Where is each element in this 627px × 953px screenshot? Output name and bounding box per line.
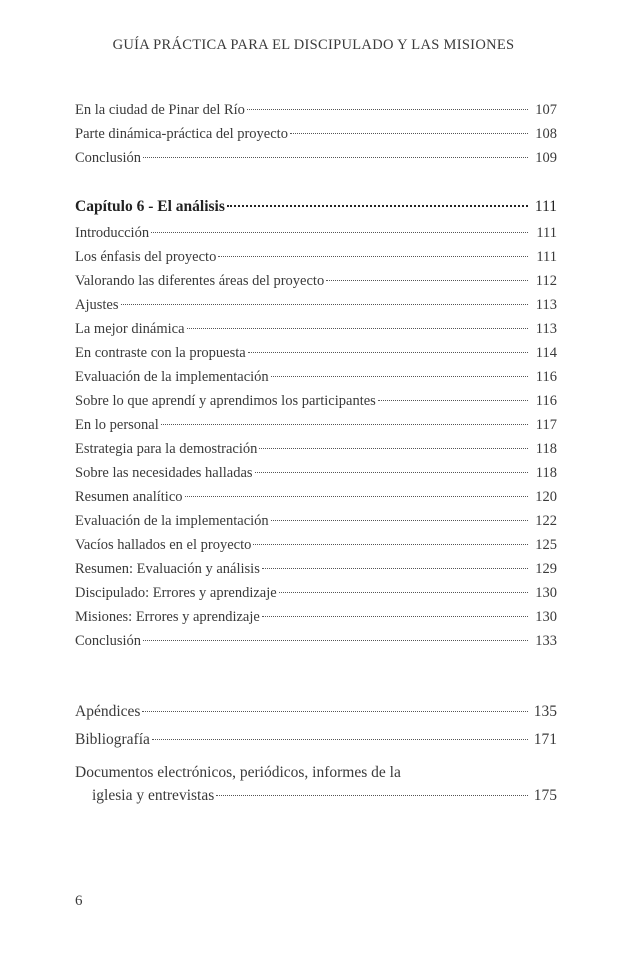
toc-entry-page: 125: [535, 537, 557, 553]
toc-entry-page: 113: [535, 297, 557, 313]
toc-entry-page: 118: [535, 465, 557, 481]
dot-leader: [290, 133, 528, 134]
toc-entry-title: Resumen: Evaluación y análisis: [75, 561, 260, 577]
toc-entry-title: Resumen analítico: [75, 489, 183, 505]
running-header: GUÍA PRÁCTICA PARA EL DISCIPULADO Y LAS MISIONES: [112, 37, 515, 53]
toc-entry-page: 171: [533, 731, 557, 748]
toc-entry-title: Conclusión: [75, 633, 142, 649]
dot-leader: [247, 109, 528, 110]
toc-entry: [75, 581, 557, 605]
toc-entry-title: Evaluación de la implementación: [75, 369, 269, 385]
toc-entry-title: Conclusión: [75, 150, 142, 166]
chapter-page: 111: [534, 198, 557, 215]
dot-leader: [253, 544, 528, 545]
toc-entry: [75, 341, 557, 365]
toc-entry-page: 111: [536, 249, 557, 265]
toc-entry-page: 129: [535, 561, 557, 577]
toc-entry: [75, 413, 557, 437]
toc-entry-title: En contraste con la propuesta: [75, 345, 246, 361]
page-number: 6: [75, 893, 83, 909]
toc-entry-page: 118: [535, 441, 557, 457]
toc-entry-page: 122: [535, 513, 557, 529]
dot-leader: [271, 520, 528, 521]
toc-entry: [75, 269, 557, 293]
dot-leader: [259, 448, 528, 449]
toc-entry-title: Sobre lo que aprendí y aprendimos los participantes: [75, 393, 376, 409]
toc-section-2: [75, 221, 557, 653]
toc-entry-page: 107: [535, 102, 557, 118]
chapter-title: Capítulo 6 - El análisis: [75, 198, 225, 215]
toc-entry-title: Sobre las necesidades halladas: [75, 465, 253, 481]
dot-leader: [187, 328, 528, 329]
toc-entry: [75, 122, 557, 146]
toc-entry: [75, 485, 557, 509]
toc-entry: [75, 726, 557, 754]
toc-entry-title: Valorando las diferentes áreas del proyecto: [75, 273, 325, 289]
toc-entry-page: 116: [535, 369, 557, 385]
toc-entry: [75, 389, 557, 413]
toc-entry: [75, 98, 557, 122]
toc-entry-title: Misiones: Errores y aprendizaje: [75, 609, 260, 625]
toc-multiline-entry: [75, 762, 557, 808]
toc-entry: [75, 461, 557, 485]
toc-entry-page: 120: [535, 489, 557, 505]
toc-entry-page: 175: [533, 787, 557, 804]
toc-entry-title: En la ciudad de Pinar del Río: [75, 102, 245, 118]
toc-entry-title: Evaluación de la implementación: [75, 513, 269, 529]
toc-entry: [75, 629, 557, 653]
toc-entry-title: Discipulado: Errores y aprendizaje: [75, 585, 277, 601]
toc-entry-title-line2: iglesia y entrevistas: [92, 787, 215, 804]
toc-entry-page: 117: [535, 417, 557, 433]
toc-section-1: [75, 98, 557, 170]
dot-leader: [142, 711, 528, 712]
dot-leader: [185, 496, 528, 497]
toc-entry-page: 135: [533, 703, 557, 720]
toc-entry-page: 108: [535, 126, 557, 142]
chapter-heading: [75, 195, 557, 219]
toc-entry: [75, 533, 557, 557]
dot-leader: [161, 424, 528, 425]
toc-entry: [75, 698, 557, 726]
toc-entry-page: 130: [535, 585, 557, 601]
toc-entry-title: Parte dinámica-práctica del proyecto: [75, 126, 288, 142]
toc-entry: [75, 557, 557, 581]
toc-entry-title: Los énfasis del proyecto: [75, 249, 217, 265]
toc-entry-page: 112: [535, 273, 557, 289]
dot-leader: [151, 232, 528, 233]
toc-entry-title: Vacíos hallados en el proyecto: [75, 537, 252, 553]
dot-leader: [227, 205, 528, 207]
toc-entry-title: La mejor dinámica: [75, 321, 185, 337]
toc-entry: [75, 146, 557, 170]
toc-entry: [75, 245, 557, 269]
dot-leader: [279, 592, 528, 593]
toc-entry-title: Apéndices: [75, 703, 141, 720]
toc-entry-page: 133: [535, 633, 557, 649]
dot-leader: [248, 352, 528, 353]
toc-entry-page: 113: [535, 321, 557, 337]
dot-leader: [262, 616, 528, 617]
dot-leader: [255, 472, 528, 473]
toc-entry: [75, 365, 557, 389]
dot-leader: [271, 376, 528, 377]
toc-entry-page: 116: [535, 393, 557, 409]
toc-entry: [75, 437, 557, 461]
toc-entry: [75, 317, 557, 341]
toc-entry-title: Bibliografía: [75, 731, 150, 748]
toc-entry: [75, 784, 557, 808]
dot-leader: [378, 400, 528, 401]
dot-leader: [152, 739, 528, 740]
toc-entry-title: En lo personal: [75, 417, 159, 433]
dot-leader: [216, 795, 528, 796]
toc-entry: [75, 293, 557, 317]
toc-entry: [75, 221, 557, 245]
toc-entry-title: Estrategia para la demostración: [75, 441, 258, 457]
toc-entry-page: 111: [536, 225, 557, 241]
dot-leader: [121, 304, 529, 305]
dot-leader: [143, 157, 528, 158]
toc-entry-page: 130: [535, 609, 557, 625]
toc-entry-title-line1: Documentos electrónicos, periódicos, informes de la: [75, 764, 401, 781]
dot-leader: [326, 280, 528, 281]
toc-entry: [75, 605, 557, 629]
toc-entry-page: 114: [535, 345, 557, 361]
toc-entry-title: Introducción: [75, 225, 150, 241]
dot-leader: [262, 568, 528, 569]
dot-leader: [143, 640, 528, 641]
toc-entry: [75, 509, 557, 533]
toc-entry-title: Ajustes: [75, 297, 119, 313]
dot-leader: [218, 256, 528, 257]
toc-chapter-6: [75, 195, 557, 219]
toc-section-3: [75, 698, 557, 754]
toc-entry-page: 109: [535, 150, 557, 166]
